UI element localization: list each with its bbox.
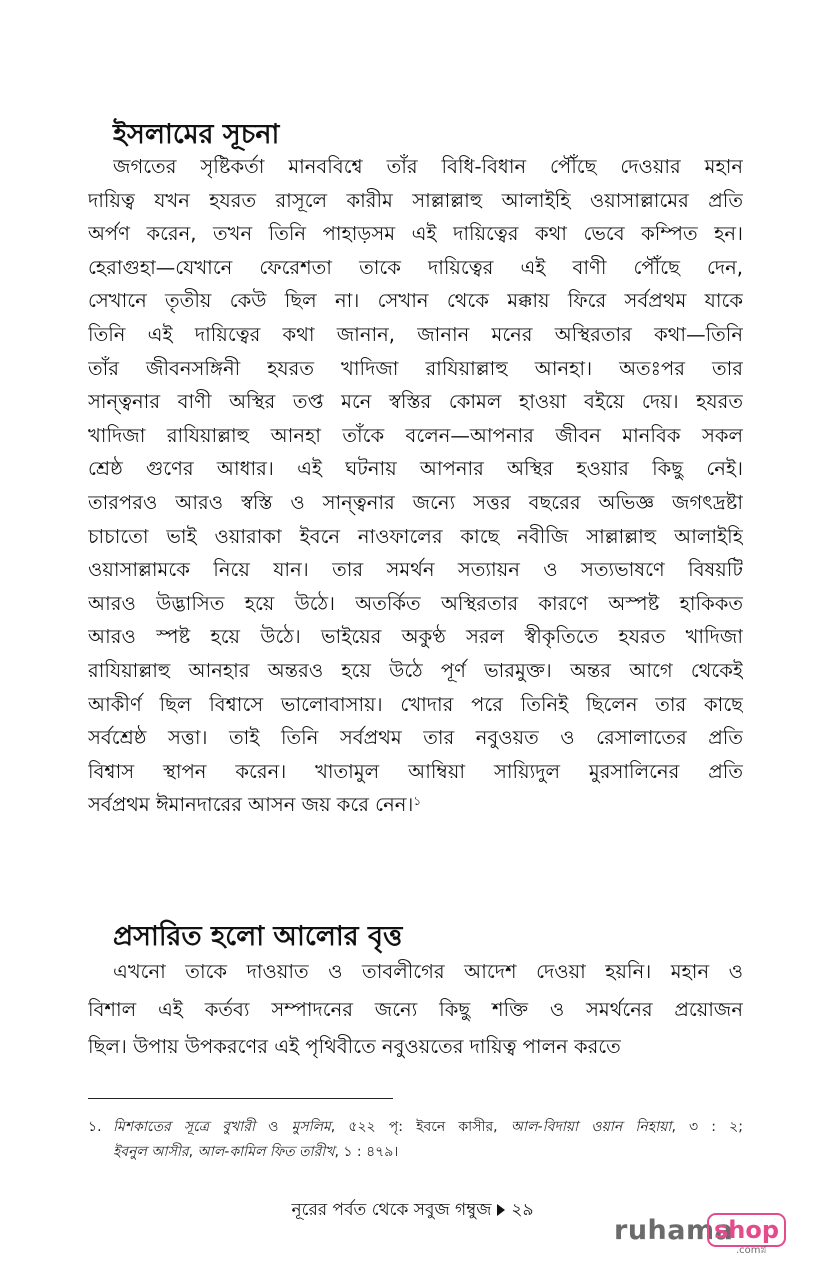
- logo-ruhama-text: ruhama: [614, 1215, 734, 1246]
- paragraph-line: [88, 690, 743, 720]
- paragraph-line-text: আরও স্পষ্ট হয়ে উঠে। ভাইয়ের অকুণ্ঠ সরল স্বীকৃতিতে হযরত খাদিজা: [88, 625, 743, 649]
- paragraph-line: [88, 253, 743, 283]
- footnote-author-ibnul-asir: ইবনুল আসীর: [113, 1144, 189, 1160]
- logo-shop-text: shop: [707, 1213, 786, 1247]
- paragraph-line: [88, 354, 743, 384]
- paragraph-line: [88, 656, 743, 686]
- paragraph-line-text: সান্ত্বনার বাণী অস্থির তপ্ত মনে স্বস্তির কোমল হাওয়া বইয়ে দেয়। হযরত: [88, 390, 743, 414]
- footnote-reference[interactable]: ১: [413, 794, 422, 809]
- paragraph-line: [88, 757, 743, 787]
- paragraph-line-text: তিনি এই দায়িত্বের কথা জানান, জানান মনের অস্থিরতার কথা—তিনি: [88, 323, 743, 346]
- paragraph-line: [88, 454, 743, 484]
- footnote-text: , ১ : ৪৭৯।: [334, 1144, 399, 1160]
- paragraph-line-text: শ্রেষ্ঠ গুণের আধার। এই ঘটনায় আপনার অস্থির হওয়ার কিছু নেই।: [88, 457, 743, 481]
- paragraph-line: [88, 186, 743, 216]
- paragraph-line: [88, 790, 743, 820]
- footnote-text: , ৫২২ পৃ: ইবনে কাসীর,: [330, 1119, 511, 1135]
- paragraph-line: [88, 555, 743, 585]
- paragraph-line: [88, 723, 743, 753]
- paragraph-line-text: চাচাতো ভাই ওয়ারাকা ইবনে নাওফালের কাছে নবীজি সাল্লাল্লাহু আলাইহি: [88, 524, 743, 548]
- footnote-source-bidaya: আল-বিদায়া ওয়ান নিহায়া: [510, 1119, 672, 1135]
- paragraph-line: [113, 957, 743, 987]
- paragraph-line-text: ওয়াসাল্লামকে নিয়ে যান। তার সমর্থন সত্যায়ন ও সত্যভাষণে বিষয়টি: [88, 558, 743, 582]
- page-number: ২৯: [511, 1200, 534, 1220]
- footnote-divider: [88, 1098, 393, 1099]
- book-title: নূরের পর্বত থেকে সবুজ গম্বুজ: [291, 1200, 492, 1220]
- logo-domain-text: .comগ্ন: [736, 1245, 767, 1256]
- paragraph-line-text: আরও উদ্ভাসিত হয়ে উঠে। অতর্কিত অস্থিরতার কারণে অস্পষ্ট হাকিকত: [88, 591, 743, 615]
- footnote-line-2: [113, 1140, 398, 1164]
- footnote-joiner: ও: [254, 1119, 292, 1135]
- footnote-number: ১.: [88, 1119, 102, 1135]
- paragraph-line-text: দায়িত্ব যখন হযরত রাসূলে কারীম সাল্লাল্লাহু আলাইহি ওয়াসাল্লামের প্রতি: [88, 188, 743, 212]
- footnote-source-muslim: মুসলিম: [291, 1119, 331, 1135]
- paragraph-line: [88, 387, 743, 417]
- footnote-source-kamil: আল-কামিল ফিত তারীখ: [197, 1144, 335, 1160]
- paragraph-line-text: আকীর্ণ ছিল বিশ্বাসে ভালোবাসায়। খোদার পরে তিনিই ছিলেন তার কাছে: [88, 692, 743, 716]
- paragraph-line: [88, 522, 743, 552]
- section-heading-islam-beginning: ইসলামের সূচনা: [113, 119, 280, 150]
- paragraph-line: [88, 488, 743, 518]
- ruhamashop-logo: [614, 1213, 784, 1256]
- footnote-source-mishkat: মিশকাতের সূত্রে বুখারী: [113, 1119, 255, 1135]
- paragraph-line: [88, 995, 743, 1025]
- paragraph-line-text: অর্পণ করেন, তখন তিনি পাহাড়সম এই দায়িত্বের কথা ভেবে কম্পিত হন।: [88, 222, 743, 246]
- paragraph-line-text: রাযিয়াল্লাহু আনহার অন্তরও হয়ে উঠে পূর্ণ ভারমুক্ত। অন্তর আগে থেকেই: [88, 659, 743, 682]
- paragraph-line: [88, 219, 743, 249]
- triangle-right-icon: [497, 1204, 505, 1216]
- paragraph-line: [88, 421, 743, 451]
- paragraph-line: [88, 286, 743, 316]
- footnote-line-1: [113, 1115, 743, 1139]
- paragraph-line: [88, 320, 743, 350]
- paragraph-line-text: জগতের সৃষ্টিকর্তা মানববিশ্বে তাঁর বিধি-বিধান পৌঁছে দেওয়ার মহান: [113, 155, 743, 178]
- paragraph-line-text: ছিল। উপায় উপকরণের এই পৃথিবীতে নবুওয়তের দায়িত্ব পালন করতে: [88, 1035, 621, 1058]
- paragraph-line-text: বিশাল এই কর্তব্য সম্পাদনের জন্যে কিছু শক্তি ও সমর্থনের প্রয়োজন: [88, 997, 743, 1021]
- paragraph-line: [88, 1032, 743, 1062]
- paragraph-line: [113, 152, 743, 182]
- footnote-text: ,: [188, 1144, 198, 1160]
- paragraph-line: [88, 622, 743, 652]
- paragraph-line-text: এখনো তাকে দাওয়াত ও তাবলীগের আদেশ দেওয়া হয়নি। মহান ও: [113, 960, 743, 983]
- paragraph-line-text: হেরাগুহা—যেখানে ফেরেশতা তাকে দায়িত্বের এই বাণী পৌঁছে দেন,: [88, 255, 743, 279]
- paragraph-line-text: বিশ্বাস স্থাপন করেন। খাতামুল আম্বিয়া সায়্যিদুল মুরসালিনের প্রতি: [88, 759, 743, 783]
- paragraph-line-text: তাঁর জীবনসঙ্গিনী হযরত খাদিজা রাযিয়াল্লাহু আনহা। অতঃপর তার: [88, 356, 743, 380]
- paragraph-line-text: সেখানে তৃতীয় কেউ ছিল না। সেখান থেকে মক্কায় ফিরে সর্বপ্রথম যাকে: [88, 289, 743, 313]
- footnote-text: , ৩ : ২;: [671, 1119, 743, 1135]
- paragraph-line-text: সর্বশ্রেষ্ঠ সত্তা। তাই তিনি সর্বপ্রথম তার নবুওয়ত ও রেসালাতের প্রতি: [88, 726, 743, 750]
- paragraph-line: [88, 589, 743, 619]
- paragraph-line-text: খাদিজা রাযিয়াল্লাহু আনহা তাঁকে বলেন—আপনার জীবন মানবিক সকল: [88, 423, 743, 447]
- paragraph-line-text: সর্বপ্রথম ঈমানদারের আসন জয় করে নেন।: [88, 793, 414, 817]
- section-heading-light-spread: প্রসারিত হলো আলোর বৃত্ত: [113, 921, 403, 952]
- paragraph-line-text: তারপরও আরও স্বস্তি ও সান্ত্বনার জন্যে সত্তর বছরের অভিজ্ঞ জগৎদ্রষ্টা: [88, 491, 743, 514]
